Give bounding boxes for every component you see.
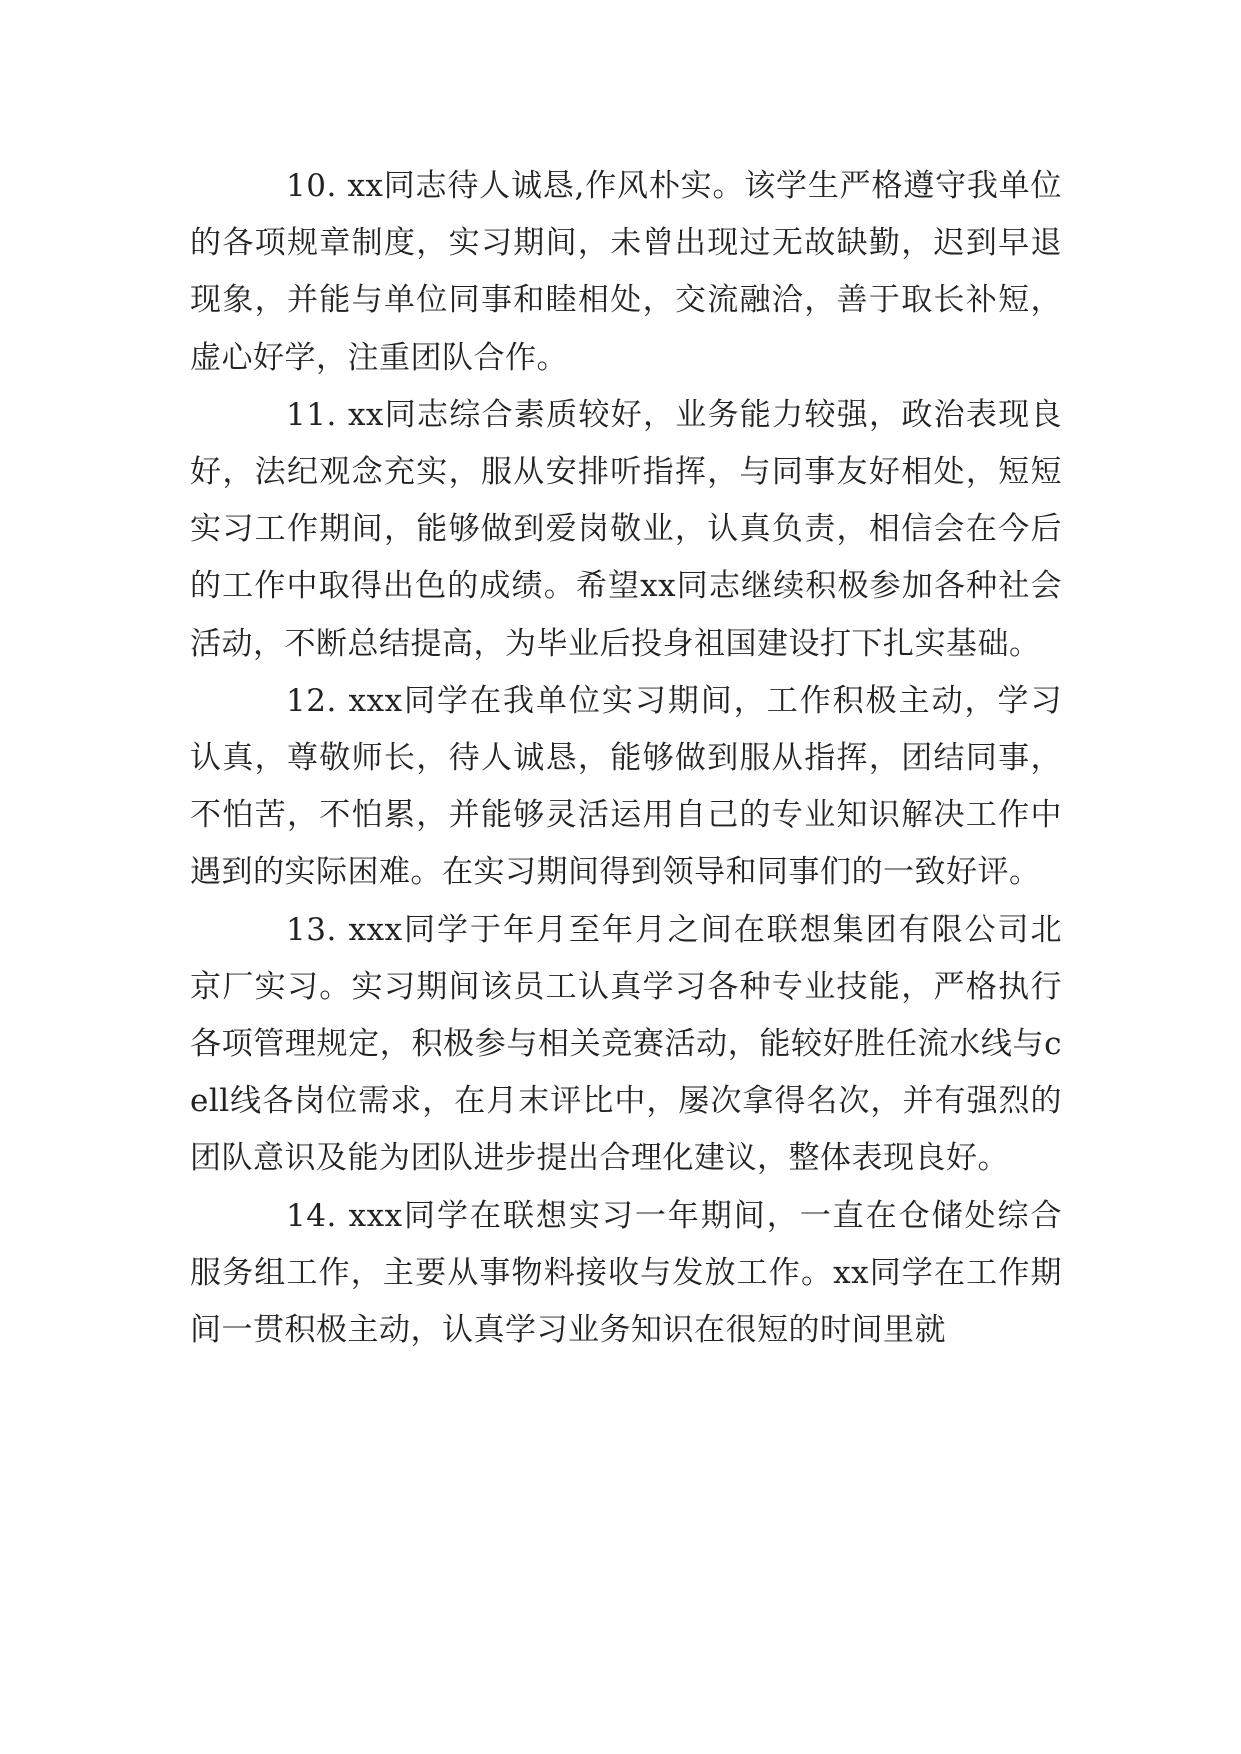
paragraph-13: 13. xxx同学于年月至年月之间在联想集团有限公司北京厂实习。实习期间该员工认真学习各种专业技能，严格执行各项管理规定，积极参与相关竞赛活动，能较好胜任流水线与cell线各岗位需求，在月末评比中，屡次拿得名次，并有强烈的团队意识及能为团队进步提出合理化建议，整体表现良好。 [190, 911, 1062, 1177]
paragraph-12: 12. xxx同学在我单位实习期间，工作积极主动，学习认真，尊敬师长，待人诚恳，能够做到服从指挥，团结同事，不怕苦，不怕累，并能够灵活运用自己的专业知识解决工作中遇到的实际困难。在实习期间得到领导和同事们的一致好评。 [190, 682, 1062, 891]
paragraph-10: 10. xx同志待人诚恳,作风朴实。该学生严格遵守我单位的各项规章制度，实习期间，未曾出现过无故缺勤，迟到早退现象，并能与单位同事和睦相处，交流融洽，善于取长补短，虚心好学，注重团队合作。 [190, 168, 1062, 376]
paragraph-14: 14. xxx同学在联想实习一年期间，一直在仓储处综合服务组工作，主要从事物料接收与发放工作。xx同学在工作期间一贯积极主动，认真学习业务知识在很短的时间里就 [190, 1197, 1062, 1349]
document-body [190, 158, 1062, 1359]
paragraph-11: 11. xx同志综合素质较好，业务能力较强，政治表现良好，法纪观念充实，服从安排听指挥，与同事友好相处，短短实习工作期间，能够做到爱岗敬业，认真负责，相信会在今后的工作中取得出色的成绩。希望xx同志继续积极参加各种社会活动，不断总结提高，为毕业后投身祖国建设打下扎实基础。 [190, 396, 1062, 662]
